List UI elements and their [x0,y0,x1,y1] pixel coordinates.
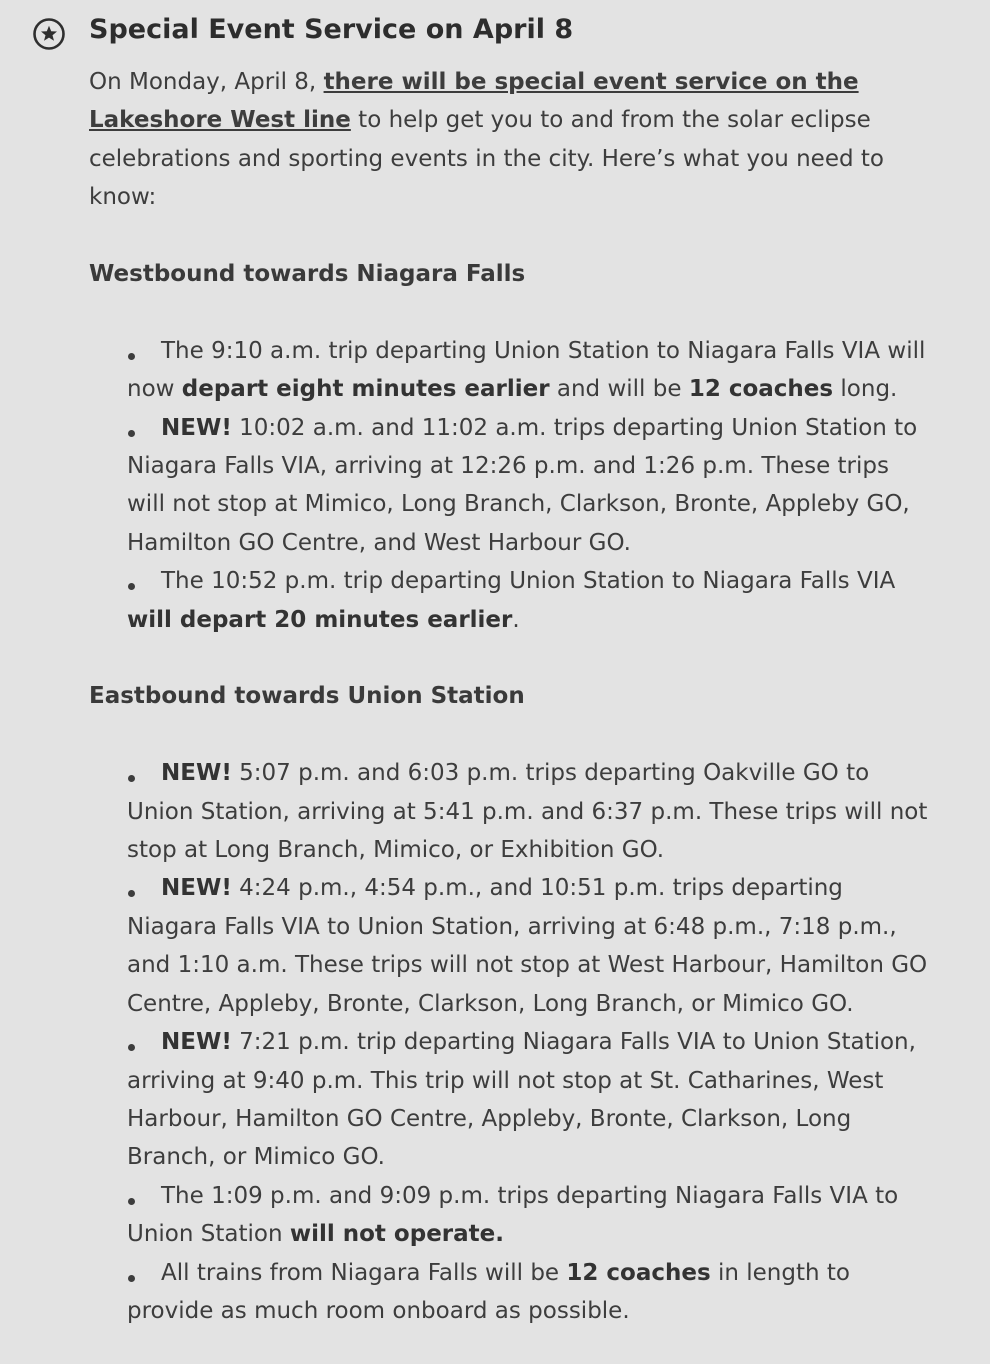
westbound-heading: Westbound towards Niagara Falls [89,261,526,288]
new-label: NEW! [161,414,232,441]
list-item: NEW! 5:07 p.m. and 6:03 p.m. trips departing Oakville GO to Union Station, arriving at 5:41 p.m. and 6:37 p.m. These trips will not stop at Long Branch, Mimico, or Exhibition GO. [127,760,928,864]
star-circle-icon [32,17,66,51]
eastbound-heading: Eastbound towards Union Station [89,683,525,710]
notice-body [89,63,929,1330]
list-item: The 9:10 a.m. trip departing Union Station to Niagara Falls VIA will now depart eight minutes earlier and will be 12 coaches long. [127,337,926,403]
westbound-list [89,332,929,639]
intro-prefix: On Monday, April 8, [89,69,324,95]
list-item: The 1:09 p.m. and 9:09 p.m. trips departing Niagara Falls VIA to Union Station will not operate. [127,1182,899,1248]
new-label: NEW! [161,760,232,787]
intro-suffix: to help get you to and from the solar eclipse celebrations and sporting events in the city. Here’s what you need to know: [89,107,884,211]
list-item: NEW! 7:21 p.m. trip departing Niagara Falls VIA to Union Station, arriving at 9:40 p.m. This trip will not stop at St. Catharines, West Harbour, Hamilton GO Centre, Appleby, Bronte, Clarkson, Long Branch, or Mimico GO. [127,1029,916,1171]
notice-title: Special Event Service on April 8 [89,14,574,45]
new-label: NEW! [161,1029,232,1056]
list-item: NEW! 4:24 p.m., 4:54 p.m., and 10:51 p.m. trips departing Niagara Falls VIA to Union Station, arriving at 6:48 p.m., 7:18 p.m., and 1:10 a.m. These trips will not stop at West Harbour, Hamilton GO Centre, Appleby, Bronte, Clarkson, Long Branch, or Mimico GO. [127,875,928,1017]
eastbound-list [89,754,929,1330]
lakeshore-west-service-link[interactable]: there will be special event service on the Lakeshore West line [89,69,859,134]
list-item: All trains from Niagara Falls will be 12 coaches in length to provide as much room onboard as possible. [127,1259,850,1324]
new-label: NEW! [161,875,232,902]
list-item: The 10:52 p.m. trip departing Union Station to Niagara Falls VIA will depart 20 minutes earlier. [127,568,896,633]
list-item: NEW! 10:02 a.m. and 11:02 a.m. trips departing Union Station to Niagara Falls VIA, arriving at 12:26 p.m. and 1:26 p.m. These trips will not stop at Mimico, Long Branch, Clarkson, Bronte, Appleby GO, Hamilton GO Centre, and West Harbour GO. [127,414,918,556]
intro-paragraph [89,63,929,217]
